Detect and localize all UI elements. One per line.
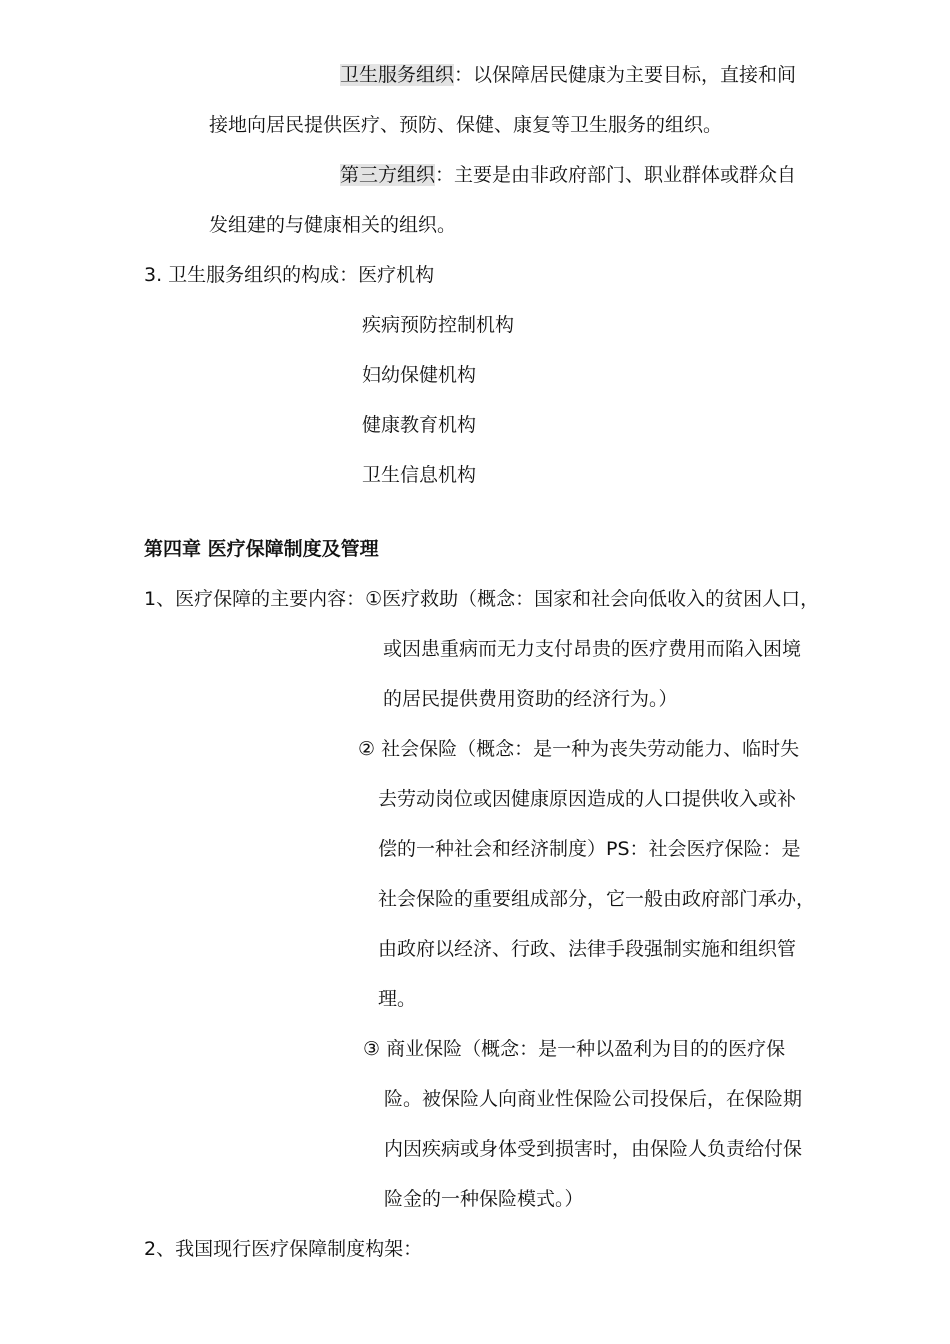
commercial-insurance-line1: ③ 商业保险（概念：是一种以盈利为目的的医疗保	[363, 1038, 786, 1060]
composition-item: 卫生信息机构	[362, 464, 477, 486]
commercial-insurance-line2: 险。被保险人向商业性保险公司投保后，在保险期	[384, 1088, 803, 1110]
third-party-term: 第三方组织	[340, 164, 436, 186]
commercial-insurance-line4: 险金的一种保险模式。）	[384, 1188, 584, 1210]
composition-item: 健康教育机构	[362, 414, 477, 436]
social-insurance-line2: 去劳动岗位或因健康原因造成的人口提供收入或补	[378, 788, 797, 810]
social-insurance-line1: ② 社会保险（概念：是一种为丧失劳动能力、临时失	[358, 738, 800, 760]
chapter-title: 第四章 医疗保障制度及管理	[144, 538, 379, 560]
health-org-definition-text: ：以保障居民健康为主要目标，直接和间	[454, 64, 797, 86]
health-org-definition-line1	[340, 62, 796, 88]
composition-item: 疾病预防控制机构	[362, 314, 515, 336]
social-insurance-line5: 由政府以经济、行政、法律手段强制实施和组织管	[378, 938, 797, 960]
framework-heading: 2、我国现行医疗保障制度构架：	[144, 1238, 423, 1260]
third-party-definition-text: ：主要是由非政府部门、职业群体或群众自	[435, 164, 797, 186]
medical-assistance-line2: 或因患重病而无力支付昂贵的医疗费用而陷入困境	[383, 638, 802, 660]
social-insurance-line4: 社会保险的重要组成部分，它一般由政府部门承办，	[378, 888, 816, 910]
health-org-definition-line2: 接地向居民提供医疗、预防、保健、康复等卫生服务的组织。	[209, 114, 723, 136]
third-party-definition-line1	[340, 162, 796, 188]
social-insurance-line3: 偿的一种社会和经济制度）PS：社会医疗保险：是	[378, 838, 801, 860]
social-insurance-line6: 理。	[378, 988, 417, 1010]
composition-heading: 3. 卫生服务组织的构成：医疗机构	[144, 264, 435, 286]
composition-item: 妇幼保健机构	[362, 364, 477, 386]
commercial-insurance-line3: 内因疾病或身体受到损害时，由保险人负责给付保	[384, 1138, 803, 1160]
health-org-term: 卫生服务组织	[340, 64, 455, 86]
third-party-definition-line2: 发组建的与健康相关的组织。	[209, 214, 457, 236]
medical-assistance-line3: 的居民提供费用资助的经济行为。）	[383, 688, 678, 710]
medical-assistance-line1: 1、医疗保障的主要内容：①医疗救助（概念：国家和社会向低收入的贫困人口，	[144, 588, 820, 610]
